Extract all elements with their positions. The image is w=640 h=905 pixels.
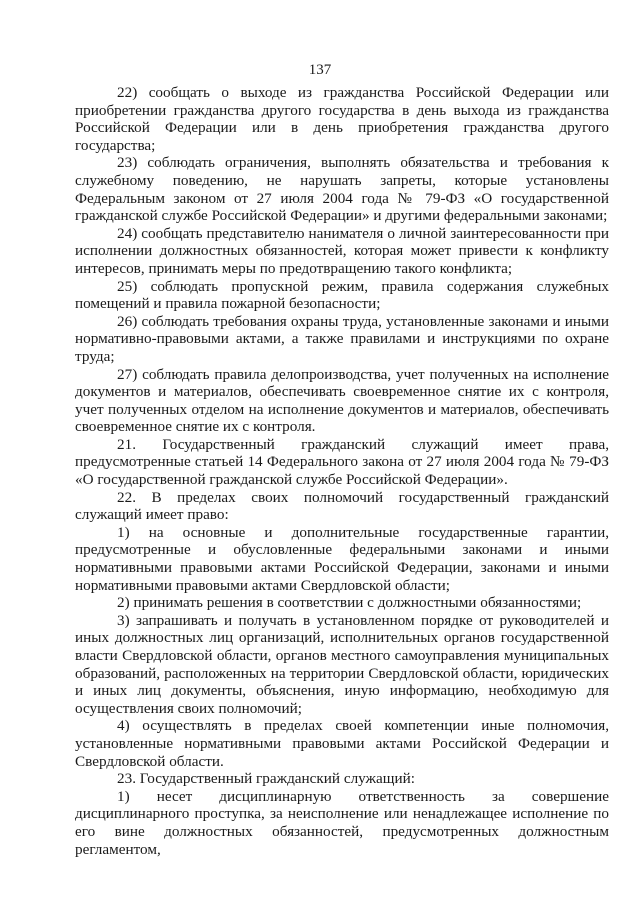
paragraph-23-restrictions: 23) соблюдать ограничения, выполнять обязательства и требования к служебному поведению, не нарушать запреты, которые установлены Федеральным законом от 27 июля 2004 года № 79-ФЗ «О государственной гражданской службе Российской Федерации» и другими федеральными законами; xyxy=(75,154,609,225)
paragraph-22-citizenship: 22) сообщать о выходе из гражданства Российской Федерации или приобретении гражданства другого государства в день выхода из гражданства Российской Федерации или в день приобретения гражданства другого государства; xyxy=(75,84,609,154)
paragraph-25-access-regime: 25) соблюдать пропускной режим, правила содержания служебных помещений и правила пожарной безопасности; xyxy=(75,277,609,313)
section-22-powers: 22. В пределах своих полномочий государственный гражданский служащий имеет право: xyxy=(75,488,609,524)
paragraph-26-labor-safety: 26) соблюдать требования охраны труда, установленные законами и иными нормативно-правовыми актами, а также правилами и инструкциями по охране труда; xyxy=(75,312,609,365)
responsibility-1-disciplinary: 1) несет дисциплинарную ответственность за совершение дисциплинарного проступка, за неисполнение или ненадлежащее исполнение по его вине должностных обязанностей, предусмотренных должностным регламентом, xyxy=(75,787,609,858)
right-3-request-information: 3) запрашивать и получать в установленном порядке от руководителей и иных должностных лиц организаций, исполнительных органов государственной власти Свердловской области, органов местного самоуправления муниципальных образований, расположенных на территории Свердловской области, юридических и иных лиц документы, объяснения, иную информацию, необходимую для осуществления своих полномочий; xyxy=(75,611,609,717)
section-23-responsibility: 23. Государственный гражданский служащий: xyxy=(117,770,415,788)
page-number: 137 xyxy=(308,62,332,78)
right-4-other-powers: 4) осуществлять в пределах своей компетенции иные полномочия, установленные нормативными правовыми актами Российской Федерации и Свердловской области. xyxy=(75,717,609,770)
paragraph-24-conflict-of-interest: 24) сообщать представителю нанимателя о личной заинтересованности при исполнении должностных обязанностей, которая может привести к конфликту интересов, принимать меры по предотвращению такого конфликта; xyxy=(75,224,609,277)
right-2-decisions: 2) принимать решения в соответствии с должностными обязанностями; xyxy=(117,594,582,612)
section-21-rights: 21. Государственный гражданский служащий имеет права, предусмотренные статьей 14 Федерального закона от 27 июля 2004 года № 79-ФЗ «О государственной гражданской службе Российской Федерации». xyxy=(75,435,609,489)
right-1-guarantees: 1) на основные и дополнительные государственные гарантии, предусмотренные и обусловленные федеральными законами и иными нормативными правовыми актами Российской Федерации, законами и иными нормативными правовыми актами Свердловской области; xyxy=(75,523,609,594)
document-body xyxy=(75,84,609,858)
paragraph-27-record-keeping: 27) соблюдать правила делопроизводства, учет полученных на исполнение документов и материалов, обеспечивать своевременное снятие их с контроля, учет полученных отделом на исполнение документов и материалов, обеспечивать своевременное снятие их с контроля. xyxy=(75,365,609,436)
